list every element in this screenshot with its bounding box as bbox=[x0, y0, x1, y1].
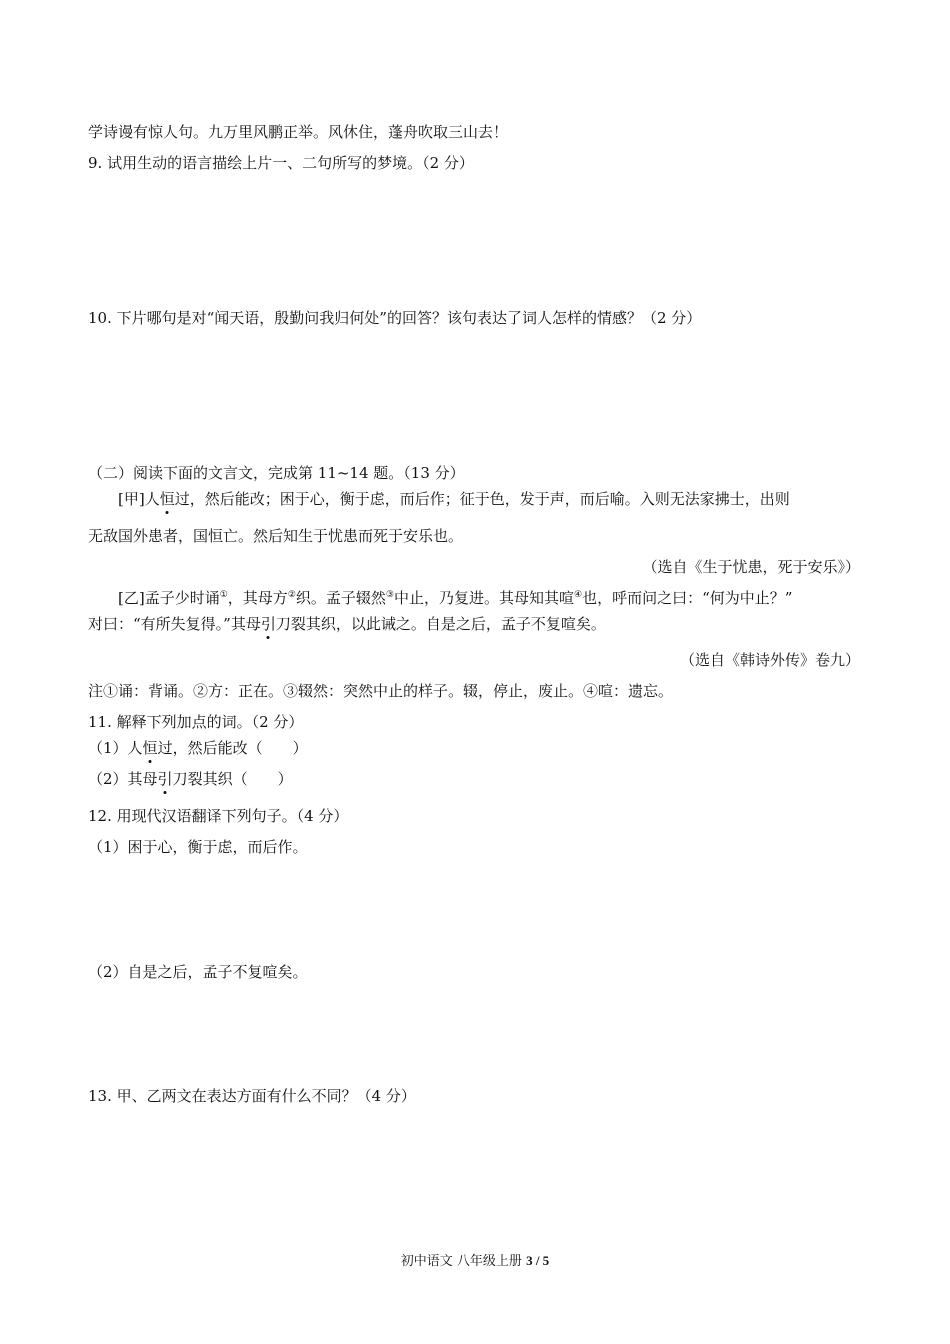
question-11-title: 11. 解释下列加点的词。（2 分） bbox=[88, 713, 304, 731]
text-span: 刀裂其织，以此诫之。自是之后，孟子不复喧矣。 bbox=[275, 615, 606, 633]
question-11-item-2 bbox=[88, 769, 293, 789]
text-span: [甲]人 bbox=[118, 490, 160, 508]
page-footer bbox=[0, 1250, 950, 1269]
note-mark-4: ④ bbox=[574, 590, 583, 600]
text-span: 也，呼而问之曰：“何为中止？” bbox=[582, 589, 793, 607]
text-span: 过，然后能改；困于心，衡于虑，而后作；征于色，发于声，而后喻。入则无法家拂士，出则 bbox=[174, 490, 790, 508]
dotted-char: 恒 bbox=[142, 739, 158, 757]
note-mark-3: ③ bbox=[385, 590, 394, 600]
text-span: 织。孟子辍然 bbox=[295, 589, 386, 607]
question-9: 9. 试用生动的语言描绘上片一、二句所写的梦境。（2 分） bbox=[88, 154, 474, 172]
text-span: [乙]孟子少时诵 bbox=[118, 589, 220, 607]
page-number: 3 / 5 bbox=[526, 1253, 550, 1268]
text-span: 过，然后能改（ ） bbox=[157, 739, 308, 757]
passage-jia-line-2: 无敌国外患者，国恒亡。然后知生于忧患而死于安乐也。 bbox=[88, 527, 464, 545]
dotted-char: 恒 bbox=[159, 490, 175, 508]
passage-yi-source: （选自《韩诗外传》卷九） bbox=[679, 651, 860, 669]
text-span: 对曰：“有所失复得。”其母 bbox=[88, 615, 261, 633]
question-11-item-1 bbox=[88, 738, 308, 758]
question-12-title: 12. 用现代汉语翻译下列句子。（4 分） bbox=[88, 807, 349, 825]
passage-jia-line-1 bbox=[118, 489, 790, 509]
passage-jia-source: （选自《生于忧患，死于安乐》） bbox=[642, 558, 860, 576]
question-12-item-2: （2）自是之后，孟子不复喧矣。 bbox=[88, 963, 308, 981]
question-12-item-1: （1）困于心，衡于虑，而后作。 bbox=[88, 838, 308, 856]
annotations: 注①诵：背诵。②方：正在。③辍然：突然中止的样子。辍，停止，废止。④喧：遗忘。 bbox=[88, 682, 674, 700]
text-span: （1）人 bbox=[88, 739, 143, 757]
text-span: ，其母方 bbox=[227, 589, 288, 607]
footer-text: 初中语文 八年级上册 bbox=[400, 1254, 527, 1269]
note-mark-2: ② bbox=[287, 590, 296, 600]
section-2-heading: （二）阅读下面的文言文，完成第 11~14 题。（13 分） bbox=[88, 464, 465, 482]
question-13: 13. 甲、乙两文在表达方面有什么不同？（4 分） bbox=[88, 1087, 416, 1105]
poem-tail: 学诗谩有惊人句。九万里风鹏正举。风休住，蓬舟吹取三山去！ bbox=[88, 123, 509, 141]
text-span: 中止，乃复进。其母知其喧 bbox=[393, 589, 574, 607]
dotted-char: 引 bbox=[260, 615, 276, 633]
passage-yi-line-2 bbox=[88, 614, 606, 634]
question-10: 10. 下片哪句是对“闻天语，殷勤问我归何处”的回答？该句表达了词人怎样的情感？（2 分） bbox=[88, 309, 702, 327]
note-mark-1: ① bbox=[219, 590, 228, 600]
text-span: （2）其母 bbox=[88, 770, 158, 788]
text-span: 刀裂其织（ ） bbox=[172, 770, 293, 788]
passage-yi-line-1 bbox=[118, 588, 792, 608]
dotted-char: 引 bbox=[157, 770, 173, 788]
